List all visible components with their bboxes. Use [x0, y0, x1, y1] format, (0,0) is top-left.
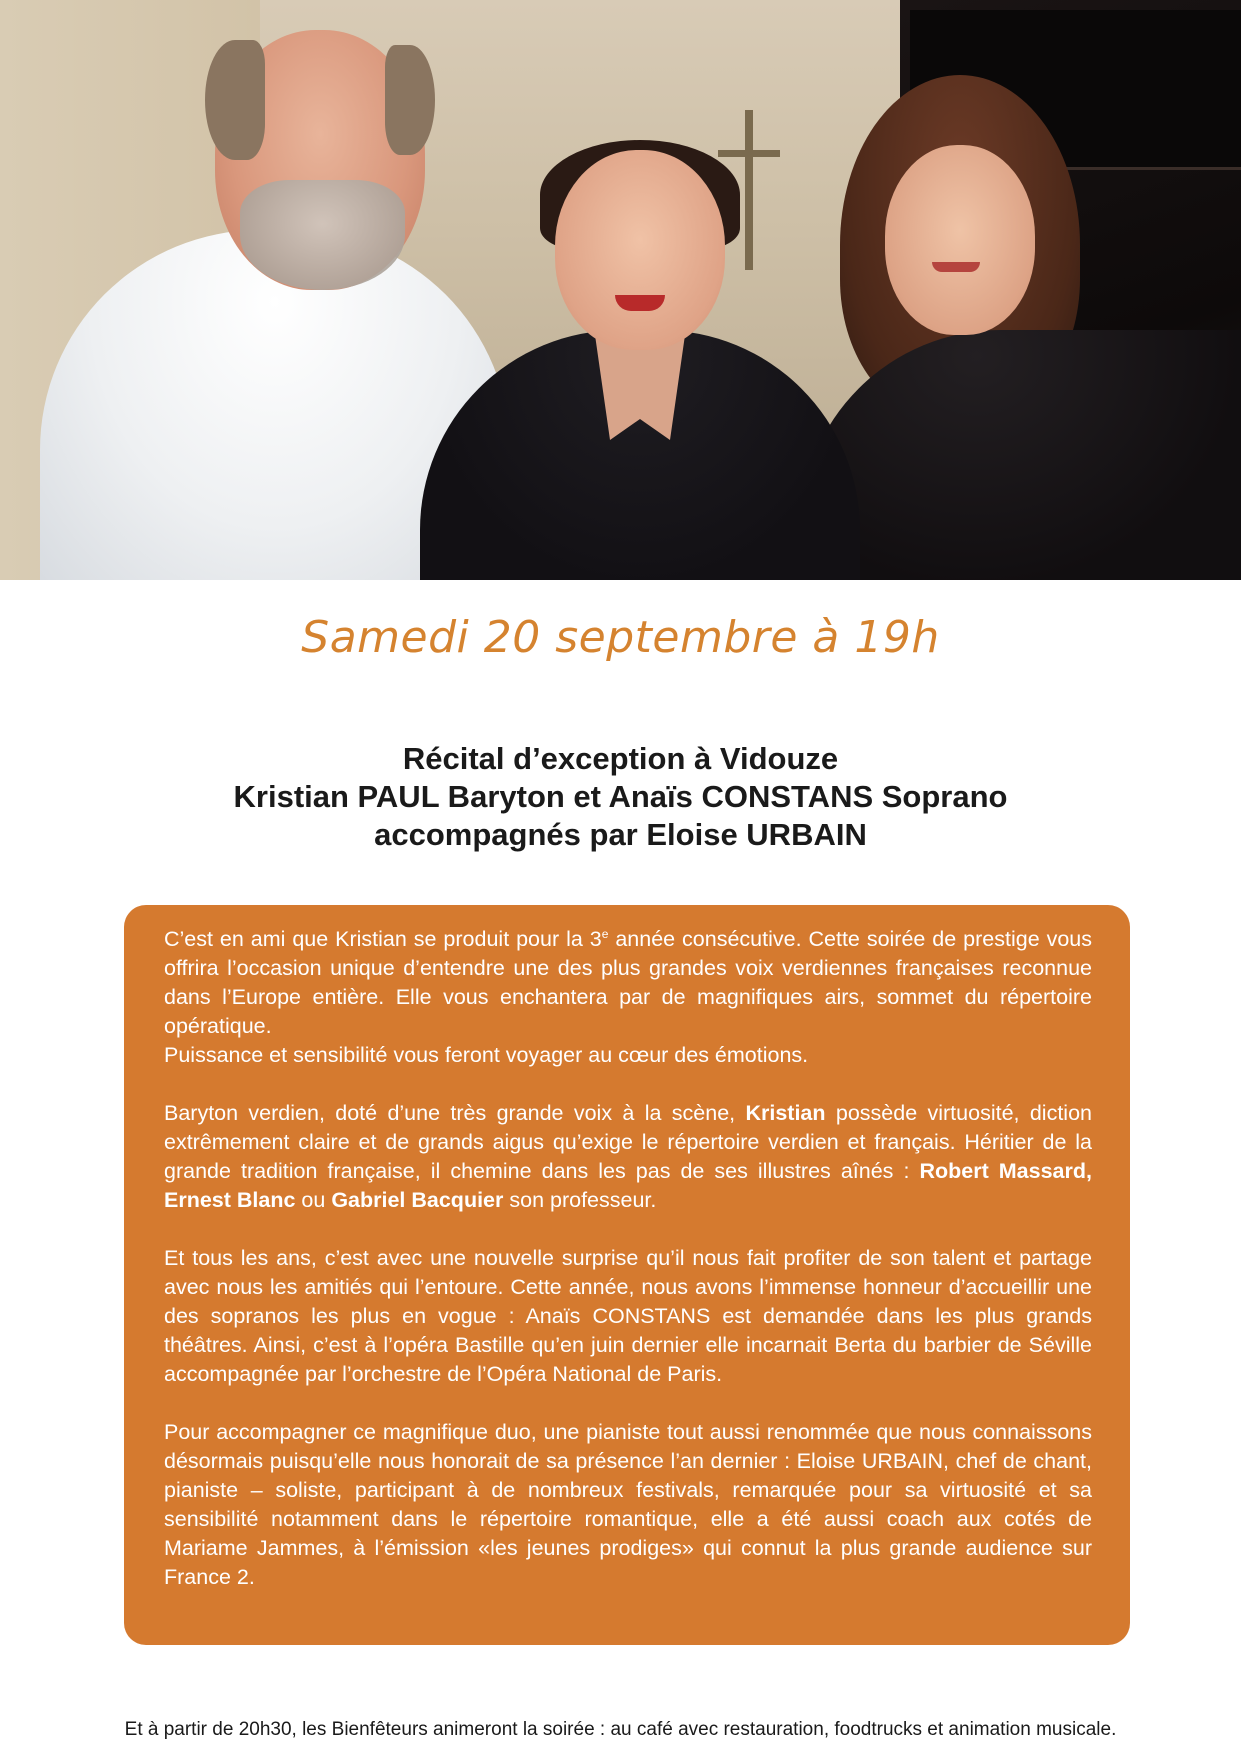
paragraph: Pour accompagner ce magnifique duo, une pianiste tout aussi renommée que nous connaissons désormais puisqu’elle nous honorait de sa présence l’an dernier : Eloise URBAIN, chef de chant, pianiste – soliste, participant à de nombreux festivals, remarquée pour sa virtuosité et sa sensibilité notamment dans le répertoire romantique, elle a été aussi coach aux cotés de Mariame Jammes, à l’émission «les jeunes prodiges» qui connut la plus grande audience sur France 2.: [164, 1420, 1092, 1589]
name-bold: Gabriel Bacquier: [331, 1188, 504, 1212]
paragraph: [164, 1099, 1092, 1215]
photo-cross: [745, 110, 753, 270]
description-box: [124, 905, 1130, 1645]
text: son professeur.: [503, 1188, 657, 1212]
paragraph: [164, 925, 1092, 1070]
headline-line: accompagnés par Eloise URBAIN: [374, 817, 867, 852]
headline-line: Kristian PAUL Baryton et Anaïs CONSTANS Soprano: [233, 779, 1008, 814]
text: C’est en ami que Kristian se produit pour la 3: [164, 927, 602, 951]
footer-note: Et à partir de 20h30, les Bienfêteurs animeront la soirée : au café avec restauration, foodtrucks et animation musicale.: [124, 1719, 1117, 1740]
superscript: e: [601, 926, 609, 941]
text: Baryton verdien, doté d’une très grande voix à la scène,: [164, 1101, 746, 1125]
photo-man-hair: [205, 40, 265, 160]
photo-woman-right-head: [885, 145, 1035, 335]
event-date: Samedi 20 septembre à 19h: [301, 612, 940, 663]
text: année consécutive. Cette soirée de prestige vous offrira l’occasion unique d’entendre une des plus grandes voix verdiennes françaises reconnue dans l’Europe entière. Elle vous enchantera par de magnifiques airs, sommet du répertoire opératique.: [164, 927, 1092, 1038]
text: ou: [295, 1188, 332, 1212]
text: possède virtuosité, diction extrêmement claire et de grands aigus qu’exige le répertoire verdien et français. Héritier de la grande tradition française, il chemine dans les pas de ses illustres aînés :: [164, 1101, 1092, 1183]
photo-man-beard: [240, 180, 405, 290]
name-bold: Kristian: [745, 1101, 826, 1125]
name-bold: Robert Massard: [919, 1159, 1086, 1183]
text: ,: [1086, 1159, 1092, 1183]
paragraph: Et tous les ans, c’est avec une nouvelle surprise qu’il nous fait profiter de son talent et partage avec nous les amitiés qui l’entoure. Cette année, nous avons l’immense honneur d’accueillir une des sopranos les plus en vogue : Anaïs CONSTANS est demandée dans les plus grands théâtres. Ainsi, c’est à l’opéra Bastille qu’en juin dernier elle incarnait Berta du barbier de Séville accompagnée par l’orchestre de l’Opéra National de Paris.: [164, 1246, 1092, 1386]
headline-line: Récital d’exception à Vidouze: [402, 741, 839, 776]
photo-woman-center-head: [555, 150, 725, 350]
header-photo: [0, 0, 1241, 580]
name-bold: Ernest Blanc: [164, 1188, 296, 1212]
photo-man-hair: [385, 45, 435, 155]
photo-woman-right-mouth: [932, 262, 980, 272]
photo-cross-bar: [718, 150, 780, 157]
text: Puissance et sensibilité vous feront voyager au cœur des émotions.: [164, 1043, 809, 1067]
headline: [0, 740, 1241, 854]
